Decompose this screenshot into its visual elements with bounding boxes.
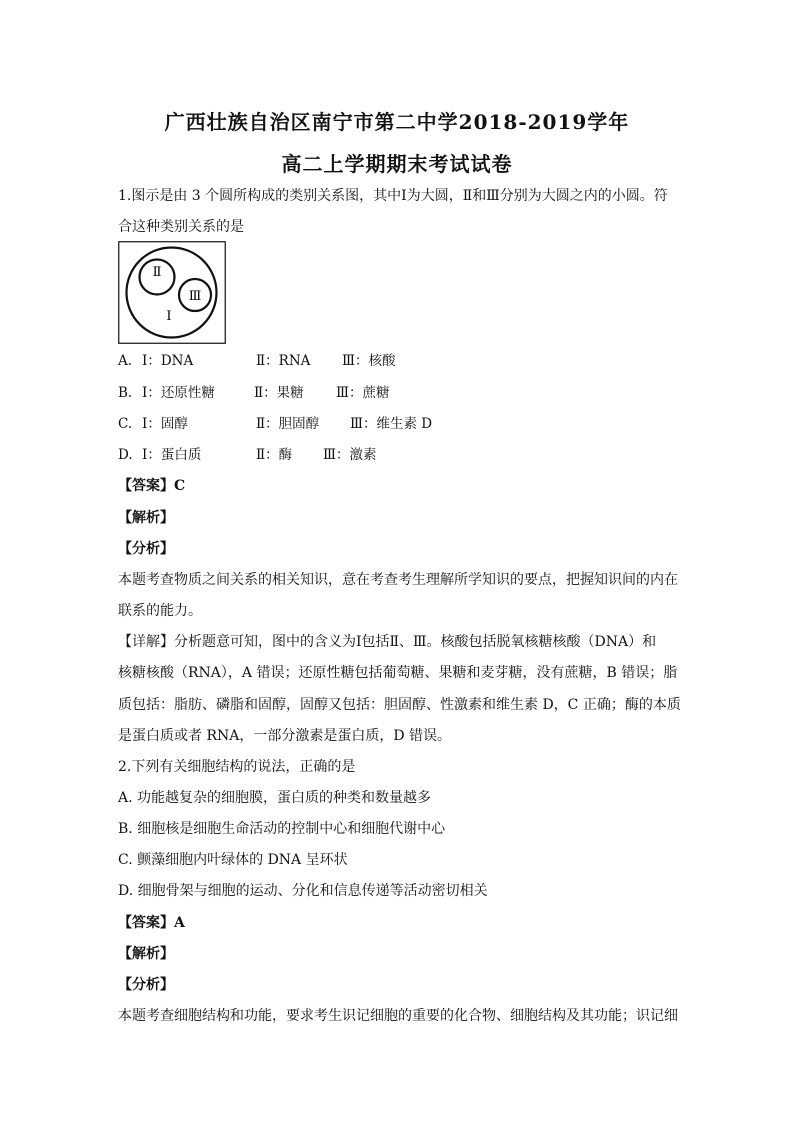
q1-detail-line4: 是蛋白质或者 RNA，一部分激素是蛋白质，D 错误。: [118, 728, 452, 744]
option-part2: Ⅱ：果糖: [254, 385, 304, 401]
q1-stem-line1: 1.图示是由 3 个圆所构成的类别关系图，其中Ⅰ为大圆，Ⅱ和Ⅲ分别为大圆之内的小圆。符: [118, 188, 668, 204]
option-part2: Ⅱ：酶: [256, 447, 293, 463]
q1-detail-line2: 核糖核酸（RNA），A 错误；还原性糖包括葡萄糖、果糖和麦芽糖，没有蔗糖，B 错误；脂: [118, 665, 678, 681]
q2-option-c: C. 颤藻细胞内叶绿体的 DNA 呈环状: [118, 852, 348, 868]
q1-fenxi-heading: 【分析】: [118, 541, 174, 557]
exam-title-line2: 高二上学期期末考试试卷: [281, 152, 513, 176]
q1-stem-line2: 合这种类别关系的是: [118, 219, 244, 235]
option-letter: D.: [118, 447, 133, 463]
option-letter: B.: [118, 385, 133, 401]
option-part1: Ⅰ：蛋白质: [142, 447, 202, 463]
option-part3: Ⅲ：维生素 D: [350, 416, 433, 432]
option-part1: Ⅰ：DNA: [142, 353, 194, 369]
q1-jiexi-heading: 【解析】: [118, 510, 174, 526]
option-part2: Ⅱ：RNA: [256, 353, 311, 369]
q1-analysis-line1: 本题考查物质之间关系的相关知识，意在考查考生理解所学知识的要点，把握知识间的内在: [118, 572, 678, 588]
option-part1: Ⅰ：固醇: [142, 416, 188, 432]
q1-answer: 【答案】C: [118, 478, 186, 494]
q2-jiexi-heading: 【解析】: [118, 946, 174, 962]
option-letter: A.: [118, 353, 133, 369]
option-part3: Ⅲ：核酸: [342, 353, 396, 369]
option-part2: Ⅱ：胆固醇: [256, 416, 320, 432]
label-i: Ⅰ: [166, 309, 172, 324]
option-part3: Ⅲ：蔗糖: [336, 385, 390, 401]
q2-analysis-line1: 本题考查细胞结构和功能，要求考生识记细胞的重要的化合物、细胞结构及其功能；识记细: [118, 1008, 678, 1024]
q2-option-b: B. 细胞核是细胞生命活动的控制中心和细胞代谢中心: [118, 821, 446, 837]
diagram-frame: [119, 242, 226, 344]
q2-option-d: D. 细胞骨架与细胞的运动、分化和信息传递等活动密切相关: [118, 883, 488, 899]
exam-title-line1: 广西壮族自治区南宁市第二中学2018-2019学年: [164, 110, 630, 134]
option-part3: Ⅲ：激素: [323, 447, 377, 463]
q2-option-a: A. 功能越复杂的细胞膜，蛋白质的种类和数量越多: [118, 790, 432, 806]
q1-analysis-line2: 联系的能力。: [118, 603, 202, 619]
label-ii: Ⅱ: [152, 265, 162, 280]
q2-answer: 【答案】A: [118, 915, 185, 931]
label-iii: Ⅲ: [188, 289, 202, 304]
big-circle: [127, 248, 217, 338]
option-letter: C.: [118, 416, 133, 432]
option-part1: Ⅰ：还原性糖: [142, 385, 215, 401]
q2-stem: 2.下列有关细胞结构的说法，正确的是: [118, 759, 356, 775]
q1-detail-line3: 质包括：脂肪、磷脂和固醇，固醇又包括：胆固醇、性激素和维生素 D，C 正确；酶的本质: [118, 697, 681, 713]
q2-fenxi-heading: 【分析】: [118, 977, 174, 993]
q1-detail-line1: 【详解】分析题意可知，图中的含义为Ⅰ包括Ⅱ、Ⅲ。核酸包括脱氧核糖核酸（DNA）和: [118, 634, 657, 650]
venn-diagram: [118, 241, 226, 344]
